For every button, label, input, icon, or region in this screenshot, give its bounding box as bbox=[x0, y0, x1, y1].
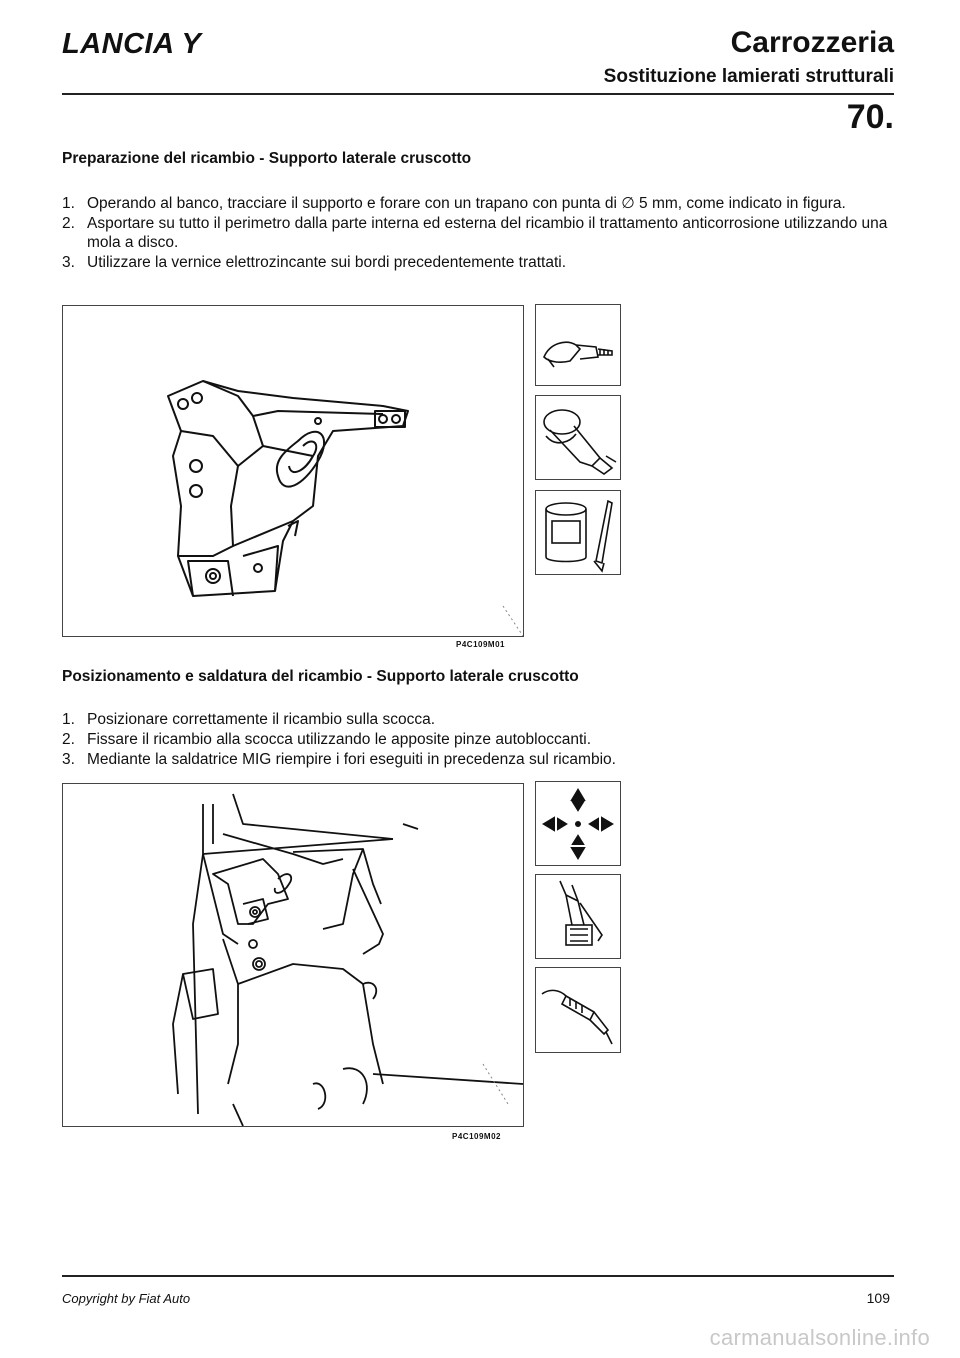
mig-welding-torch-icon bbox=[536, 968, 620, 1052]
drill-icon bbox=[536, 305, 620, 385]
block2-steps bbox=[62, 710, 902, 770]
tool-box-paint bbox=[535, 490, 621, 575]
tool-box-grinder bbox=[535, 395, 621, 480]
tool-box-positioning bbox=[535, 781, 621, 866]
figure-bracket-on-body bbox=[62, 783, 524, 1127]
list-item: 1. Operando al banco, tracciare il supporto e forare con un trapano con punta di ∅ 5 mm, come indicato in figura. bbox=[62, 195, 846, 212]
list-item: 2. Fissare il ricambio alla scocca utilizzando le apposite pinze autobloccanti. bbox=[62, 731, 592, 748]
bracket-drawing bbox=[63, 306, 523, 636]
page-number: 109 bbox=[866, 1290, 890, 1306]
list-item: 2. Asportare su tutto il perimetro dalla parte interna ed esterna del ricambio il trattamento anticorrosione utilizzando una mola a disco. bbox=[62, 215, 888, 251]
angle-grinder-icon bbox=[536, 396, 620, 479]
tool-box-drill bbox=[535, 304, 621, 386]
positioning-arrows-icon bbox=[536, 782, 620, 865]
copyright-text: Copyright by Fiat Auto bbox=[62, 1291, 191, 1306]
subsection-title: Sostituzione lamierati strutturali bbox=[603, 66, 894, 87]
block2-heading: Posizionamento e saldatura del ricambio - Supporto laterale cruscotto bbox=[62, 668, 579, 685]
figure1-code: P4C109M01 bbox=[456, 640, 505, 649]
zinc-paint-can-icon bbox=[536, 491, 620, 574]
header-rule bbox=[62, 93, 894, 95]
block1-steps bbox=[62, 194, 902, 273]
list-item: 1. Posizionare correttamente il ricambio sulla scocca. bbox=[62, 711, 436, 728]
watermark-text: carmanualsonline.info bbox=[709, 1325, 930, 1350]
brand-title: LANCIA Y bbox=[62, 28, 202, 60]
figure2-code: P4C109M02 bbox=[452, 1132, 501, 1141]
block1-heading: Preparazione del ricambio - Supporto laterale cruscotto bbox=[62, 150, 472, 167]
footer-rule bbox=[62, 1275, 894, 1277]
tool-box-welder bbox=[535, 967, 621, 1053]
figure-dashboard-bracket bbox=[62, 305, 524, 637]
list-item: 3. Utilizzare la vernice elettrozincante sui bordi precedentemente trattati. bbox=[62, 254, 567, 271]
list-item: 3. Mediante la saldatrice MIG riempire i fori eseguiti in precedenza sul ricambio. bbox=[62, 751, 616, 768]
locking-pliers-icon bbox=[536, 875, 620, 958]
section-title: Carrozzeria bbox=[730, 26, 894, 59]
body-installation-drawing bbox=[63, 784, 523, 1126]
tool-box-pliers bbox=[535, 874, 621, 959]
chapter-number: 70. bbox=[846, 98, 894, 136]
